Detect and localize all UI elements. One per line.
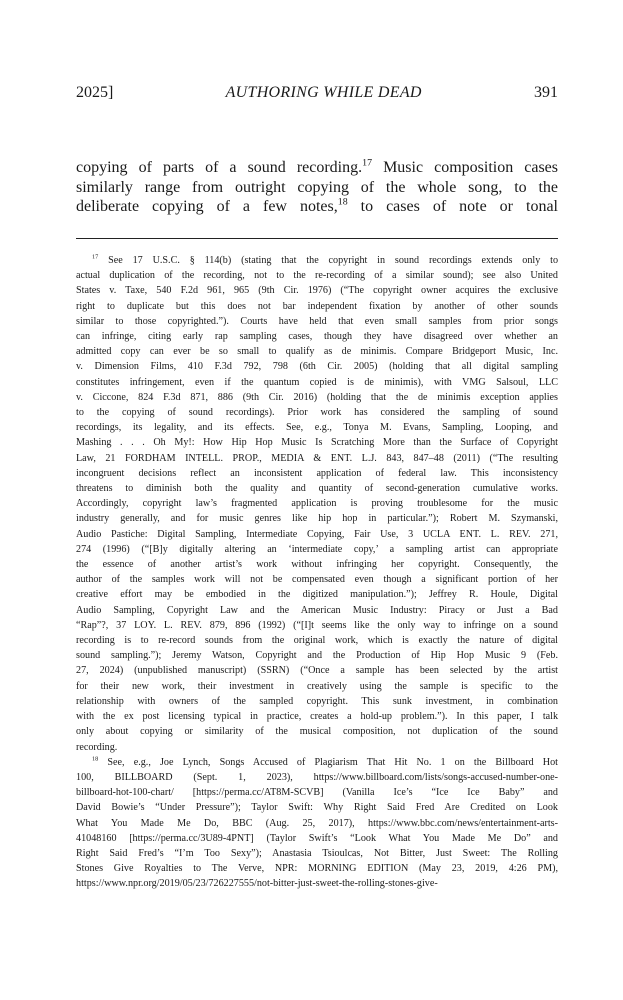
footnote-line bbox=[76, 314, 558, 329]
footnote-line bbox=[76, 420, 558, 435]
footnote-line bbox=[76, 390, 558, 405]
footnote-text: with the ex post licensing typical in practice, creates a hold-up problem.”). In this paper, I talk bbox=[76, 711, 558, 723]
footnote-text: constitutes infringement, even if the quantum copied is de minimis), with VMG Salsoul, LLC bbox=[76, 376, 558, 388]
footnote-text: billboard-hot-100-chart/ [https://perma.cc/AT8M-SCVB] (Vanilla Ice’s “Ice Ice Baby” and bbox=[76, 787, 558, 799]
footnote-line bbox=[76, 648, 558, 663]
footnote-text: admitted copy can ever be so small to qualify as de minimis. Compare Bridgeport Music, Inc. bbox=[76, 346, 558, 358]
footnote-text: right to duplicate but this does not bar independent fixation by another of other sounds bbox=[76, 300, 558, 312]
footnote-divider bbox=[76, 238, 558, 239]
footnote-text: to the copying of sound recordings). Prior work has considered the sampling of sound bbox=[76, 407, 558, 419]
footnote-line bbox=[76, 375, 558, 390]
footnote-text: See, e.g., Joe Lynch, Songs Accused of Plagiarism That Hit No. 1 on the Billboard Hot bbox=[107, 756, 558, 768]
footnote-line bbox=[76, 633, 558, 648]
footnote-line bbox=[76, 466, 558, 481]
body-line: similarly range from outright copying of the whole song, to the bbox=[76, 178, 558, 196]
footnote-text: Law, 21 FORDHAM INTELL. PROP., MEDIA & ENT. L.J. 843, 847–48 (2011) (“The resulting bbox=[76, 452, 558, 464]
footnote-line bbox=[76, 800, 558, 815]
footnote-text: author of the samples work will not be compensated even though a significant portion of her bbox=[76, 574, 558, 586]
footnote-text: Stones Give Royalties to The Verve, NPR: MORNING EDITION (May 23, 2019, 4:26 PM), bbox=[76, 863, 558, 875]
footnote-text: recording is to re-record sounds from the original work, which is exactly the nature of digital bbox=[76, 635, 558, 647]
footnote-text: Mashing . . . Oh My!: How Hip Hop Music Is Scratching More than the Surface of Copyright bbox=[76, 437, 558, 449]
footnotes bbox=[76, 253, 558, 892]
footnote-marker: 17 bbox=[92, 253, 99, 261]
footnote-text: 100, BILLBOARD (Sept. 1, 2023), https://www.billboard.com/lists/songs-accused-number-one- bbox=[76, 771, 558, 783]
footnote-text: States v. Taxe, 540 F.2d 961, 965 (9th Cir. 1976) (“The copyright owner acquires the exclusive bbox=[76, 285, 558, 297]
footnote-text: can infringe, citing early rap sampling cases, though they have disagreed over whether an bbox=[76, 331, 558, 343]
footnote-line bbox=[76, 451, 558, 466]
footnote-line bbox=[76, 496, 558, 511]
footnote-text: v. Dimension Films, 410 F.3d 792, 798 (6th Cir. 2005) (holding that all digital sampling bbox=[76, 361, 558, 373]
footnote-line bbox=[76, 876, 558, 891]
footnote-text: 27, 2024) (unpublished manuscript) (SSRN) (“Once a sample has been selected by the artist bbox=[76, 665, 558, 677]
footnote-text: David Bowie’s “Under Pressure”); Taylor Swift: Why Right Said Fred Are Credited on Look bbox=[76, 802, 558, 814]
footnote-text: Audio Sampling, Copyright Law and the American Music Industry: Piracy or Just a Bad bbox=[76, 604, 558, 616]
footnote-line bbox=[76, 724, 558, 739]
footnote-line bbox=[76, 816, 558, 831]
footnote-line bbox=[76, 253, 558, 268]
footnote-line bbox=[76, 435, 558, 450]
footnote-text: recordings, its legality, and its effects. See, e.g., Tonya M. Evans, Sampling, Looping, and bbox=[76, 422, 558, 434]
footnote-text: https://www.npr.org/2019/05/23/726227555/not-bitter-just-sweet-the-rolling-stones-give- bbox=[76, 878, 438, 890]
body-line bbox=[76, 197, 558, 217]
footnote-marker: 18 bbox=[92, 755, 99, 763]
footnote-line bbox=[76, 831, 558, 846]
footnote-line bbox=[76, 511, 558, 526]
body-text-segment: deliberate copying of a few notes, bbox=[76, 198, 338, 215]
footnote-text: threatens to diminish both the quality and quantity of second-generation cumulative works. bbox=[76, 483, 558, 495]
header-year: 2025] bbox=[76, 84, 114, 101]
footnote-line bbox=[76, 755, 558, 770]
footnote-text: Accordingly, copyright law’s fragmented application is proving troublesome for the music bbox=[76, 498, 558, 510]
footnote-line bbox=[76, 268, 558, 283]
footnote-text: Right Said Fred’s “I’m Too Sexy”); Anastasia Tsioulcas, Not Bitter, Just Sweet: The Rolling bbox=[76, 847, 558, 859]
footnote-line bbox=[76, 329, 558, 344]
footnote-line bbox=[76, 283, 558, 298]
footnote-line bbox=[76, 861, 558, 876]
footnote-18 bbox=[76, 755, 558, 892]
footnote-line bbox=[76, 299, 558, 314]
footnote-text: sound sampling.”); Jeremy Watson, Copyright and the Production of Hip Hop Music 9 (Feb. bbox=[76, 650, 558, 662]
header-page-number: 391 bbox=[534, 84, 558, 101]
footnote-text: incongruent decisions reflect an inconsistent application of federal law. This inconsistency bbox=[76, 467, 558, 479]
footnote-line bbox=[76, 709, 558, 724]
footnote-text: 274 (1996) (“[B]y digitally altering an ‘intermediate copy,’ a sampling artist can appropriate bbox=[76, 543, 558, 555]
footnote-line bbox=[76, 663, 558, 678]
footnote-line bbox=[76, 679, 558, 694]
footnote-text: the essence of another artist’s work without infringing her copyright. Consequently, the bbox=[76, 559, 558, 571]
footnote-line bbox=[76, 572, 558, 587]
running-header bbox=[76, 84, 558, 102]
footnote-ref[interactable]: 17 bbox=[362, 157, 373, 169]
footnote-line bbox=[76, 542, 558, 557]
footnote-text: actual duplication of the recording, not to the re-recording of a similar sound); see also United bbox=[76, 270, 558, 282]
footnote-text: See 17 U.S.C. § 114(b) (stating that the copyright in sound recordings extends only to bbox=[108, 255, 559, 266]
footnote-text: similar to those copyrighted.”). Courts have held that even small samples from prior songs bbox=[76, 315, 558, 327]
footnote-text: “Rap”?, 37 LOY. L. REV. 879, 896 (1992) (“[I]t seems like the only way to infringe on a sound bbox=[76, 619, 558, 631]
body-paragraph bbox=[76, 158, 558, 217]
footnote-line bbox=[76, 481, 558, 496]
footnote-line bbox=[76, 740, 558, 755]
footnote-text: recording. bbox=[76, 741, 118, 753]
footnote-text: for their new work, their investment in creatively using the sample is specific to the bbox=[76, 680, 558, 692]
footnote-text: relationship with owners of the sampled copyright. This sunk investment, in combination bbox=[76, 695, 558, 707]
footnote-line bbox=[76, 359, 558, 374]
footnote-text: 41048160 [https://perma.cc/3U89-4PNT] (Taylor Swift’s “Look What You Made Me Do” and bbox=[76, 832, 558, 844]
footnote-line bbox=[76, 344, 558, 359]
footnote-text: Audio Pastiche: Digital Sampling, Intermediate Copying, Fair Use, 3 UCLA ENT. L. REV. 271, bbox=[76, 528, 558, 540]
body-text-segment: to cases of note or tonal bbox=[347, 198, 558, 215]
footnote-17 bbox=[76, 253, 558, 755]
footnote-line bbox=[76, 846, 558, 861]
footnote-line bbox=[76, 785, 558, 800]
footnote-line bbox=[76, 527, 558, 542]
footnote-text: v. Ciccone, 824 F.3d 871, 886 (9th Cir. 2016) (holding that the de minimis exception applies bbox=[76, 391, 558, 403]
footnote-line bbox=[76, 770, 558, 785]
footnote-line bbox=[76, 557, 558, 572]
footnote-ref[interactable]: 18 bbox=[337, 196, 348, 208]
footnote-text: What You Made Me Do, BBC (Aug. 25, 2017), https://www.bbc.com/news/entertainment-arts- bbox=[76, 817, 558, 829]
header-title: AUTHORING WHILE DEAD bbox=[225, 84, 422, 101]
body-line bbox=[76, 158, 558, 178]
footnote-line bbox=[76, 603, 558, 618]
footnote-text: only about copying or similarity of the musical composition, not duplication of the sound bbox=[76, 726, 558, 738]
footnote-text: industry generally, and for music genres like hip hop in particular.”); Robert M. Szymanski, bbox=[76, 513, 558, 525]
body-text-segment: copying of parts of a sound recording. bbox=[76, 159, 363, 176]
footnote-line bbox=[76, 405, 558, 420]
footnote-text: creative effort may be embodied in the digitized manipulation.”); Jeffrey R. Houle, Digital bbox=[76, 589, 558, 601]
footnote-line bbox=[76, 587, 558, 602]
footnote-line bbox=[76, 694, 558, 709]
footnote-line bbox=[76, 618, 558, 633]
body-text-segment: Music composition cases bbox=[372, 159, 558, 176]
